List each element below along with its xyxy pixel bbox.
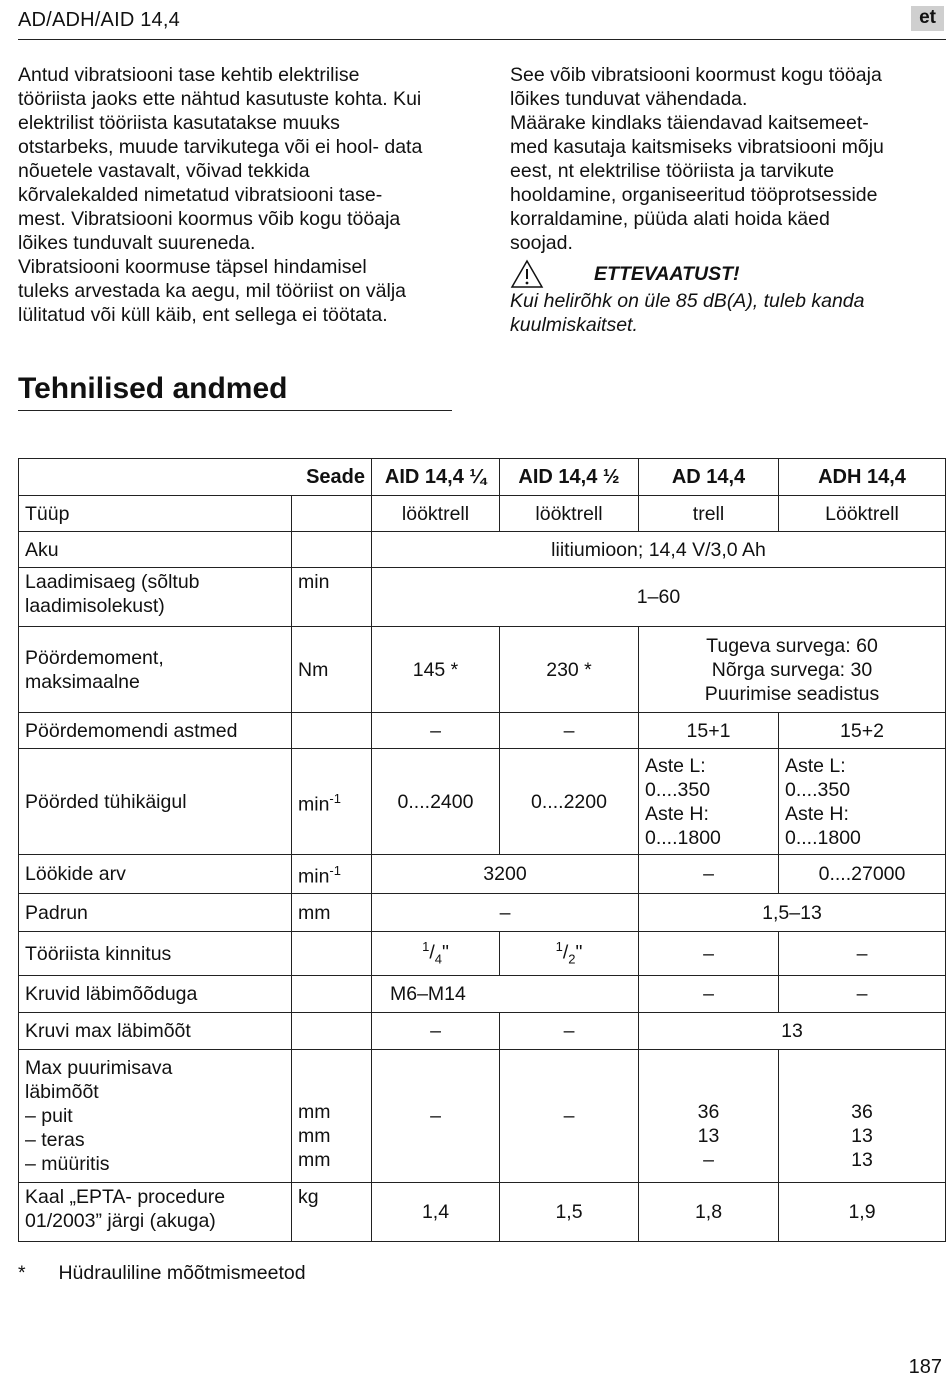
unit-cell: mm	[292, 894, 372, 932]
unit-cell	[292, 932, 372, 976]
label-line: 01/2003” järgi (akuga)	[25, 1210, 216, 1232]
text-line: tuleks arvestada ka aegu, mil tööriist on välja	[18, 280, 407, 302]
value-cell: lööktrell	[500, 496, 639, 532]
footnote-mark: *	[18, 1262, 26, 1284]
text-line: tööriista jaoks ette nähtud kasutuste kohta. Kui	[18, 88, 422, 110]
value-cell: –	[500, 1013, 639, 1050]
unit-line: mm	[298, 1101, 331, 1123]
row-label: Kruvi max läbimõõt	[19, 1013, 292, 1050]
text-line: lõikes tunduvalt suureneda.	[18, 232, 256, 254]
unit-base: min	[298, 865, 330, 888]
value-line: 36	[697, 1101, 720, 1123]
label-line: – müüritis	[25, 1153, 110, 1175]
text-line: soojad.	[510, 232, 573, 254]
warning-heading	[510, 259, 940, 289]
table-row	[19, 496, 946, 532]
row-label	[19, 1183, 292, 1242]
label-line: – puit	[25, 1105, 73, 1127]
value-cell: Lööktrell	[779, 496, 946, 532]
model-header: AID 14,4 ½	[500, 459, 639, 496]
row-label: Tööriista kinnitus	[19, 932, 292, 976]
warning-text: Kui helirõhk on üle 85 dB(A), tuleb kanda	[510, 290, 865, 312]
label-line: Kaal „EPTA- procedure	[25, 1186, 226, 1208]
label-line: maksimaalne	[25, 670, 140, 693]
value-line: Aste L:	[645, 754, 706, 777]
value-cell: trell	[639, 496, 779, 532]
model-header: AD 14,4	[639, 459, 779, 496]
row-label: Löökide arv	[19, 855, 292, 894]
text-line: nõuetele vastavalt, võivad tekkida	[18, 160, 310, 182]
table-header-row	[19, 459, 946, 496]
page-number: 187	[908, 1356, 942, 1378]
table-row	[19, 855, 946, 894]
fraction-denominator: 4	[434, 951, 442, 967]
text-line: mest. Vibratsiooni koormus võib kogu tööaja	[18, 208, 401, 230]
value-cell: 0....27000	[779, 855, 946, 894]
text-line: korraldamine, püüda alati hoida käed	[510, 208, 830, 230]
value-cell	[779, 1050, 946, 1183]
unit-cell	[292, 855, 372, 894]
value-cell: 1–60	[372, 568, 946, 627]
value-line: 36	[851, 1101, 873, 1123]
model-header: ADH 14,4	[779, 459, 946, 496]
row-label: Aku	[19, 532, 292, 568]
header-divider	[18, 39, 946, 40]
table-row	[19, 1183, 946, 1242]
table-row	[19, 894, 946, 932]
footnote	[18, 1262, 306, 1285]
text-line: Määrake kindlaks täiendavad kaitsemeet-	[510, 112, 869, 134]
text-line: kõrvalekalded nimetatud vibratsiooni tase-	[18, 184, 383, 206]
label-line: Max puurimisava	[25, 1057, 173, 1079]
fraction-numerator: 1	[422, 939, 430, 955]
unit-cell	[292, 713, 372, 749]
label-line: läbimõõt	[25, 1081, 99, 1103]
warning-title: ETTEVAATUST!	[594, 263, 740, 285]
value-cell: lööktrell	[372, 496, 500, 532]
unit-cell: kg	[292, 1183, 372, 1242]
section-divider	[18, 410, 452, 411]
unit-cell	[292, 1050, 372, 1183]
value-cell: 230 *	[500, 627, 639, 713]
table-row	[19, 713, 946, 749]
value-line: Puurimise seadistus	[704, 682, 880, 705]
value-cell: 1,8	[639, 1183, 779, 1242]
row-label: Pöördemomendi astmed	[19, 713, 292, 749]
value-cell: –	[779, 976, 946, 1013]
table-row	[19, 568, 946, 627]
value-cell: –	[779, 932, 946, 976]
unit-cell	[292, 976, 372, 1013]
value-cell: –	[372, 894, 639, 932]
left-text-column	[18, 63, 488, 327]
unit-base: min	[298, 793, 330, 816]
value-line: –	[703, 1149, 714, 1171]
technical-data-table	[18, 458, 946, 1242]
section-title: Tehnilised andmed	[18, 372, 288, 405]
text-line: hooldamine, organiseeritud tööprotsesside	[510, 184, 878, 206]
value-cell: liitiumioon; 14,4 V/3,0 Ah	[372, 532, 946, 568]
text-line: lülitatud või küll käib, ent sellega ei töötata.	[18, 304, 388, 326]
value-line: Aste L:	[785, 754, 846, 777]
value-line: 13	[851, 1125, 873, 1147]
row-label: Padrun	[19, 894, 292, 932]
fraction-numerator: 1	[555, 939, 563, 955]
text-line: Vibratsiooni koormuse täpsel hindamisel	[18, 256, 367, 278]
text-line: Antud vibratsiooni tase kehtib elektrilise	[18, 64, 360, 86]
value-cell	[639, 749, 779, 855]
inch-mark: "	[441, 941, 449, 964]
value-line: Nõrga survega: 30	[711, 658, 873, 681]
value-cell: 1,5–13	[639, 894, 946, 932]
value-cell: –	[372, 1050, 500, 1183]
text-line: otstarbeks, muude tarvikutega või ei hool- data	[18, 136, 423, 158]
unit-cell	[292, 1013, 372, 1050]
unit-cell: min	[292, 568, 372, 627]
value-line: 13	[851, 1149, 873, 1171]
value-cell: –	[639, 932, 779, 976]
value-cell: 1,9	[779, 1183, 946, 1242]
row-label: Tüüp	[19, 496, 292, 532]
value-cell: 145 *	[372, 627, 500, 713]
table-row	[19, 532, 946, 568]
device-header: Seade	[19, 459, 372, 496]
text-line: lõikes tunduvat vähendada.	[510, 88, 748, 110]
value-cell: –	[639, 976, 779, 1013]
inch-mark: "	[575, 941, 583, 964]
value-line: Aste H:	[785, 802, 849, 825]
header-title: AD/ADH/AID 14,4	[18, 9, 180, 31]
table-row	[19, 627, 946, 713]
unit-cell	[292, 496, 372, 532]
warning-triangle-icon	[510, 259, 544, 289]
fraction-denominator: 2	[568, 951, 576, 967]
value-line: 0....350	[785, 778, 851, 801]
unit-cell	[292, 532, 372, 568]
value-line: 0....350	[645, 778, 711, 801]
label-line: laadimisolekust)	[25, 595, 165, 617]
value-line: Aste H:	[645, 802, 709, 825]
value-cell: 3200	[372, 855, 639, 894]
model-header: AID 14,4 ¼	[372, 459, 500, 496]
value-cell: –	[639, 855, 779, 894]
label-line: – teras	[25, 1129, 85, 1151]
value-cell	[639, 1050, 779, 1183]
table-row	[19, 1050, 946, 1183]
label-line: Pöördemoment,	[25, 646, 164, 669]
table-row	[19, 1013, 946, 1050]
unit-line: mm	[298, 1125, 331, 1147]
text-line: See võib vibratsiooni koormust kogu tööaja	[510, 64, 882, 86]
value-cell: 13	[639, 1013, 946, 1050]
unit-line: mm	[298, 1149, 331, 1171]
footnote-text: Hüdrauliline mõõtmismeetod	[58, 1262, 306, 1284]
unit-exponent: -1	[329, 863, 341, 879]
value-cell: 1,4	[372, 1183, 500, 1242]
value-cell: M6–M14	[372, 976, 639, 1013]
table-row	[19, 932, 946, 976]
value-line: 0....1800	[645, 826, 721, 849]
value-cell: 1,5	[500, 1183, 639, 1242]
text-line: med kasutaja kaitsmiseks vibratsiooni mõju	[510, 136, 884, 158]
row-label	[19, 627, 292, 713]
value-line: 13	[697, 1125, 720, 1147]
value-cell: 15+2	[779, 713, 946, 749]
value-cell: $^1/_4$"	[372, 932, 500, 976]
row-label: Kruvid läbimõõduga	[19, 976, 292, 1013]
table-row	[19, 749, 946, 855]
row-label: Pöörded tühikäigul	[19, 749, 292, 855]
value-cell: –	[372, 713, 500, 749]
table-row	[19, 976, 946, 1013]
value-cell: $^1/_2$"	[500, 932, 639, 976]
language-badge: et	[911, 6, 944, 31]
text-line: eest, nt elektrilise tööriista ja tarvikute	[510, 160, 835, 182]
value-line: Tugeva survega: 60	[706, 634, 878, 657]
row-label	[19, 568, 292, 627]
value-cell	[639, 627, 946, 713]
unit-exponent: -1	[329, 790, 341, 806]
value-cell: –	[500, 1050, 639, 1183]
text-line: elektrilist tööriista kasutatakse muuks	[18, 112, 340, 134]
right-text-column	[510, 63, 940, 337]
value-cell: 0....2200	[500, 749, 639, 855]
value-cell: –	[372, 1013, 500, 1050]
warning-text: kuulmiskaitset.	[510, 314, 638, 336]
value-cell: –	[500, 713, 639, 749]
value-cell: 0....2400	[372, 749, 500, 855]
unit-cell	[292, 749, 372, 855]
row-label	[19, 1050, 292, 1183]
value-cell	[779, 749, 946, 855]
label-line: Laadimisaeg (sõltub	[25, 571, 200, 593]
unit-cell: Nm	[292, 627, 372, 713]
value-cell: 15+1	[639, 713, 779, 749]
value-line: 0....1800	[785, 826, 861, 849]
